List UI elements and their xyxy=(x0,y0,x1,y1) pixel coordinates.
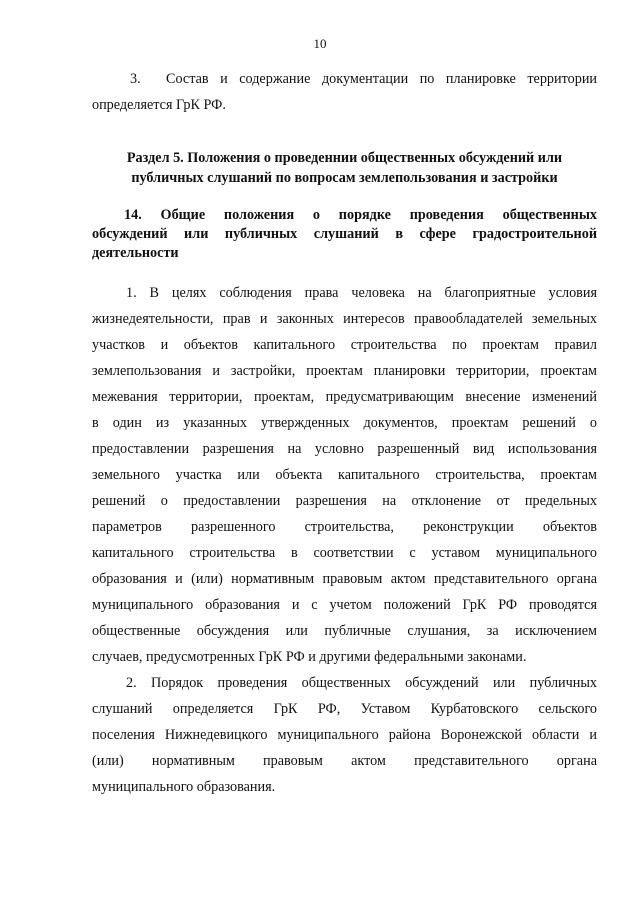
item-3 xyxy=(92,66,597,118)
subsection-heading-line-3: деятельности xyxy=(92,245,179,261)
paragraph-line: общественные обсуждения или публичные слушания, за исключением xyxy=(92,623,597,639)
paragraph-last-line: муниципального образования. xyxy=(92,779,276,795)
paragraph-line: образования и (или) нормативным правовым актом представительного органа xyxy=(92,571,597,587)
subsection-heading-line-2: обсуждений или публичных слушаний в сфере градостроительной xyxy=(92,226,597,242)
paragraph-line: межевания территории, проектам, предусматривающим внесение изменений xyxy=(92,389,597,405)
section-title-line-1: Раздел 5. Положения о проведеннии общественных обсуждений или xyxy=(126,150,563,166)
paragraph-1 xyxy=(92,280,597,670)
item-3-line-2: определяется ГрК РФ. xyxy=(92,97,226,113)
paragraph-line: в один из указанных утвержденных документов, проектам решений о xyxy=(92,415,597,431)
document-body xyxy=(92,66,597,800)
subsection-heading-line-1: 14. Общие положения о порядке проведения общественных xyxy=(124,207,597,223)
paragraph-line: жизнедеятельности, прав и законных интересов правообладателей земельных xyxy=(92,311,597,327)
item-3-number: 3. xyxy=(130,71,141,87)
paragraph-line: муниципального образования и с учетом положений ГрК РФ проводятся xyxy=(92,597,597,613)
paragraph-line: поселения Нижнедевицкого муниципального района Воронежской области и xyxy=(92,727,597,743)
subsection-heading xyxy=(92,206,597,263)
section-title-line-2: публичных слушаний по вопросам землепользования и застройки xyxy=(131,170,558,186)
paragraph-line: участков и объектов капитального строительства по проектам правил xyxy=(92,337,597,353)
paragraph-line: землепользования и застройки, проектам планировки территории, проектам xyxy=(92,363,597,379)
section-title xyxy=(92,148,597,188)
paragraph-last-line: случаев, предусмотренных ГрК РФ и другими федеральными законами. xyxy=(92,649,527,665)
paragraph-line: капитального строительства в соответствии с уставом муниципального xyxy=(92,545,597,561)
paragraph-line: слушаний определяется ГрК РФ, Уставом Курбатовского сельского xyxy=(92,701,597,717)
paragraph-line: земельного участка или объекта капитального строительства, проектам xyxy=(92,467,597,483)
paragraph-line: решений о предоставлении разрешения на отклонение от предельных xyxy=(92,493,597,509)
paragraph-line: параметров разрешенного строительства, реконструкции объектов xyxy=(92,519,597,535)
paragraph-line: (или) нормативным правовым актом представительного органа xyxy=(92,753,597,769)
item-3-text: Состав и содержание документации по планировке территории xyxy=(166,71,597,87)
page-number: 10 xyxy=(313,36,327,51)
paragraph-2 xyxy=(92,670,597,800)
paragraph-line: 1. В целях соблюдения права человека на благоприятные условия xyxy=(126,285,597,301)
paragraph-line: 2. Порядок проведения общественных обсуждений или публичных xyxy=(126,675,597,691)
item-3-line-1 xyxy=(92,66,597,92)
paragraph-line: предоставлении разрешения на условно разрешенный вид использования xyxy=(92,441,597,457)
